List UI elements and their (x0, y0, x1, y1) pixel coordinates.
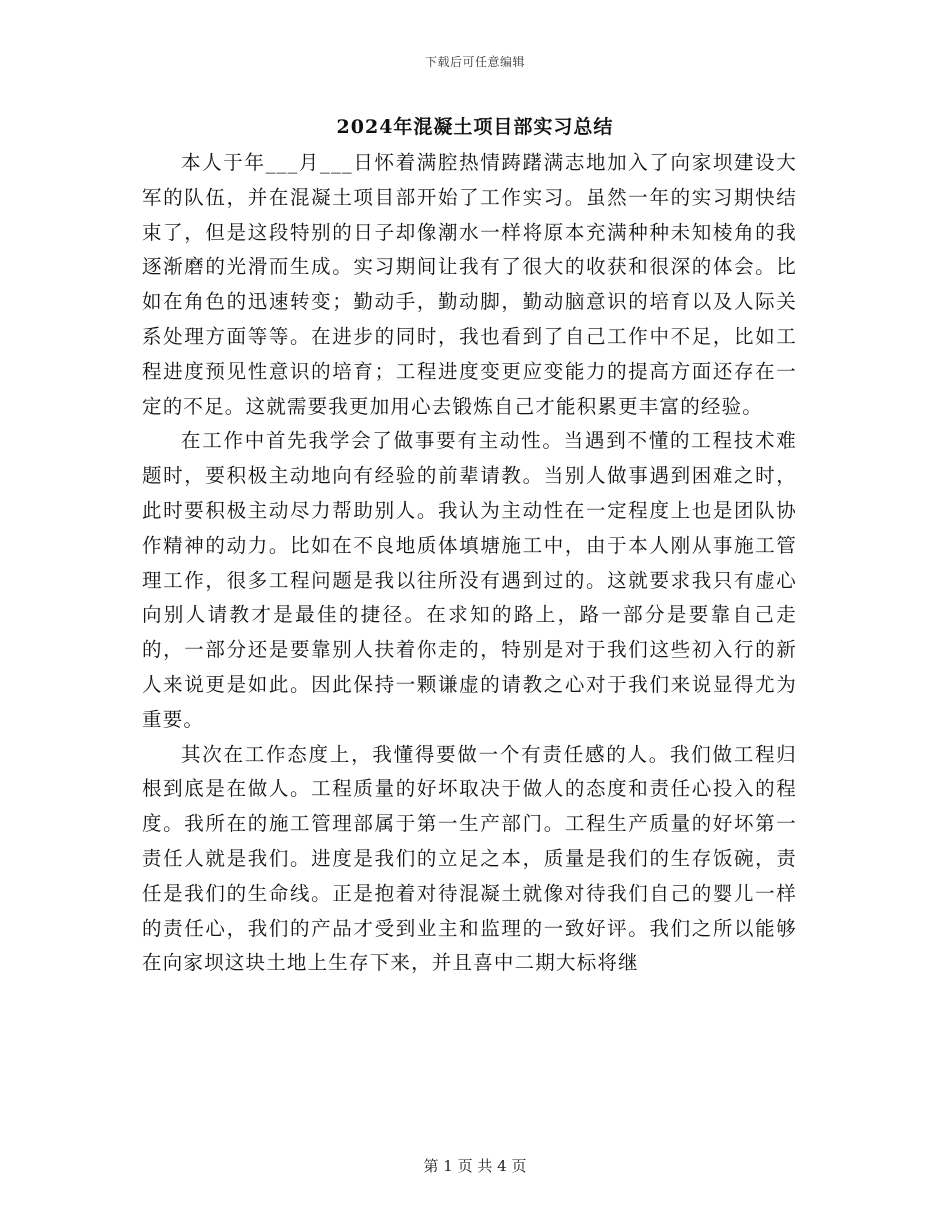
page-number-footer: 第 1 页 共 4 页 (423, 1157, 527, 1175)
paragraph: 本人于年___月___日怀着满腔热情踌躇满志地加入了向家坝建设大军的队伍，并在混凝土项目部开始了工作实习。虽然一年的实习期快结束了，但是这段特别的日子却像潮水一样将原本充满种种未知棱角的我逐渐磨的光滑而生成。实习期间让我有了很大的收获和很深的体会。比如在角色的迅速转变；勤动手，勤动脚，勤动脑意识的培育以及人际关系处理方面等等。在进步的同时，我也看到了自己工作中不足，比如工程进度预见性意识的培育；工程进度变更应变能力的提高方面还存在一定的不足。这就需要我更加用心去锻炼自己才能积累更丰富的经验。 (142, 151, 797, 418)
paragraph: 其次在工作态度上，我懂得要做一个有责任感的人。我们做工程归根到底是在做人。工程质量的好坏取决于做人的态度和责任心投入的程度。我所在的施工管理部属于第一生产部门。工程生产质量的好坏第一责任人就是我们。进度是我们的立足之本，质量是我们的生存饭碗，责任是我们的生命线。正是抱着对待混凝土就像对待我们自己的婴儿一样的责任心，我们的产品才受到业主和监理的一致好评。我们之所以能够在向家坝这块土地上生存下来，并且喜中二期大标将继 (142, 742, 797, 975)
paragraph: 在工作中首先我学会了做事要有主动性。当遇到不懂的工程技术难题时，要积极主动地向有经验的前辈请教。当别人做事遇到困难之时，此时要积极主动尽力帮助别人。我认为主动性在一定程度上也是团队协作精神的动力。比如在不良地质体填塘施工中，由于本人刚从事施工管理工作，很多工程问题是我以往所没有遇到过的。这就要求我只有虚心向别人请教才是最佳的捷径。在求知的路上，路一部分是要靠自己走的，一部分还是要靠别人扶着你走的，特别是对于我们这些初入行的新人来说更是如此。因此保持一颗谦虚的请教之心对于我们来说显得尤为重要。 (142, 429, 797, 731)
document-body (142, 146, 797, 981)
document-title: 2024年混凝土项目部实习总结 (336, 116, 614, 138)
page-header-note: 下载后可任意编辑 (424, 55, 525, 69)
